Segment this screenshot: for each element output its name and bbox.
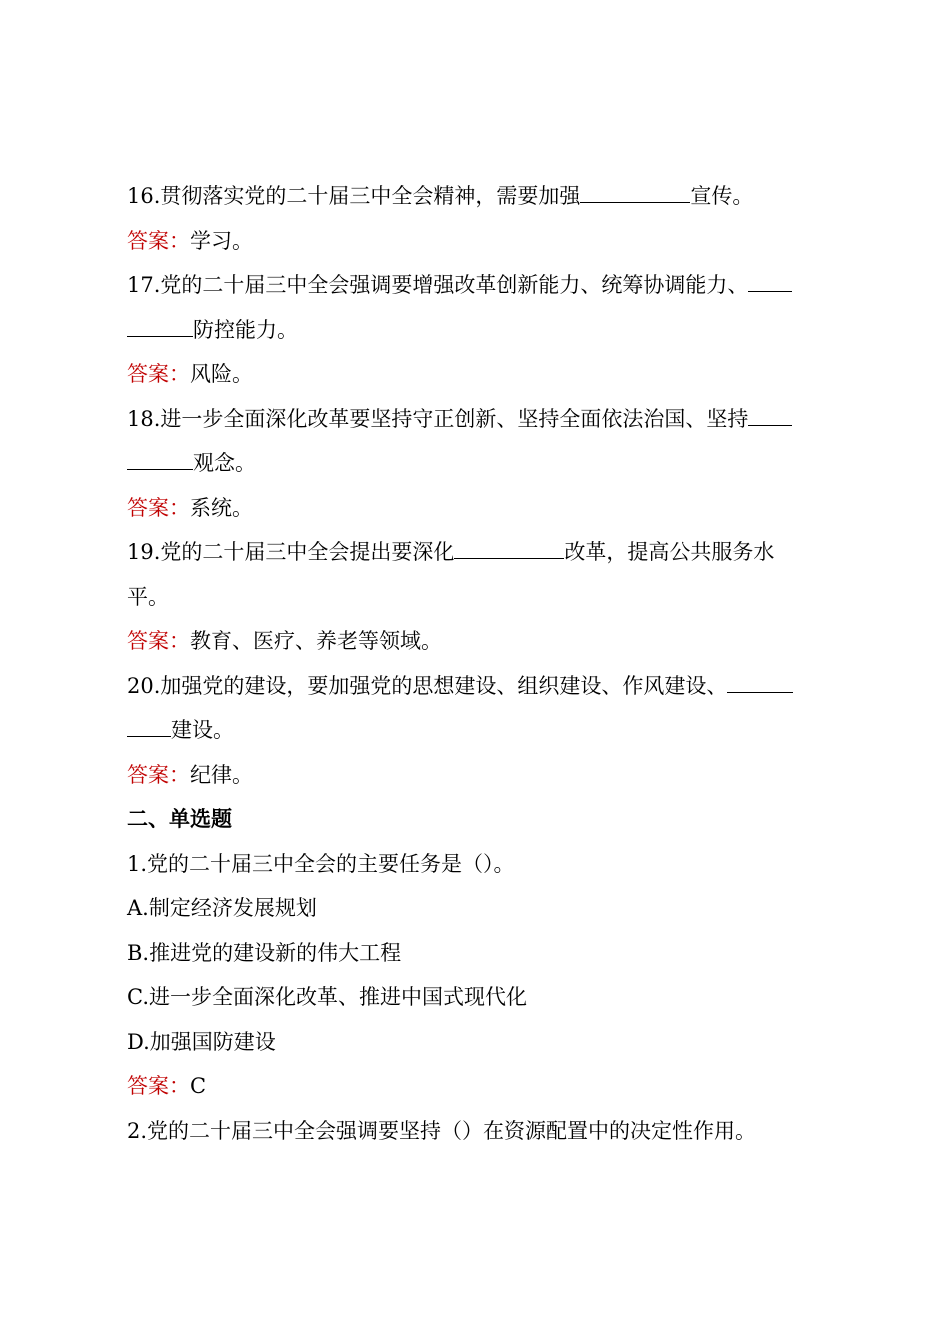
section-heading: 二、单选题 [127, 806, 232, 831]
question-16 [127, 174, 833, 219]
question-17-text: 17.党的二十届三中全会强调要增强改革创新能力、统筹协调能力、 [127, 273, 749, 297]
question-19-text: 19.党的二十届三中全会提出要深化 [127, 540, 455, 564]
answer-18-text: 系统。 [190, 495, 253, 520]
question-16-text: 16.贯彻落实党的二十届三中全会精神，需要加强 [127, 184, 581, 208]
choice-option-b: B.推进党的建设新的伟大工程 [127, 940, 402, 965]
answer-17 [127, 352, 833, 397]
answer-label: 答案： [127, 362, 190, 386]
answer-blank [748, 407, 792, 426]
question-20-suffix: 建设。 [171, 718, 234, 742]
answer-20 [127, 753, 833, 798]
question-17-line-2 [127, 308, 833, 353]
choice-answer-1-text: C [190, 1074, 207, 1098]
choice-question-2: 2.党的二十届三中全会强调要坚持（）在资源配置中的决定性作用。 [127, 1118, 757, 1143]
question-20-line-2 [127, 708, 833, 753]
choice-option-a: A.制定经济发展规划 [127, 896, 317, 920]
answer-blank [454, 540, 564, 559]
question-18-line-1 [127, 397, 833, 442]
choice-question-1: 1.党的二十届三中全会的主要任务是（）。 [127, 851, 515, 876]
answer-18 [127, 486, 833, 531]
document-body [127, 174, 833, 1153]
question-20-text: 20.加强党的建设，要加强党的思想建设、组织建设、作风建设、 [127, 673, 728, 698]
question-17-suffix: 防控能力。 [193, 317, 298, 342]
answer-blank [127, 718, 171, 737]
question-19-line-1 [127, 530, 833, 575]
answer-blank [727, 674, 793, 693]
question-19-suffix: 改革，提高公共服务水 [564, 540, 775, 564]
answer-label: 答案： [127, 495, 190, 520]
question-17-line-1 [127, 263, 833, 308]
answer-label: 答案： [127, 762, 190, 787]
answer-16-text: 学习。 [190, 228, 253, 253]
answer-20-text: 纪律。 [190, 762, 253, 787]
answer-17-text: 风险。 [190, 362, 253, 386]
question-18-line-2 [127, 441, 833, 486]
answer-19-text: 教育、医疗、养老等领域。 [190, 629, 442, 653]
answer-label: 答案： [127, 228, 190, 253]
answer-19 [127, 619, 833, 664]
answer-blank [580, 184, 690, 203]
answer-label: 答案： [127, 629, 190, 653]
question-16-suffix: 宣传。 [690, 184, 754, 208]
answer-blank [127, 318, 193, 337]
choice-option-c: C.进一步全面深化改革、推进中国式现代化 [127, 985, 527, 1009]
answer-blank [748, 273, 792, 292]
question-19-line-2 [127, 575, 833, 620]
question-18-suffix: 观念。 [193, 451, 256, 475]
answer-16 [127, 219, 833, 264]
question-18-text: 18.进一步全面深化改革要坚持守正创新、坚持全面依法治国、坚持 [127, 406, 749, 431]
choice-answer-1 [127, 1064, 833, 1109]
question-20-line-1 [127, 664, 833, 709]
answer-blank [127, 451, 193, 470]
choice-option-d: D.加强国防建设 [127, 1029, 276, 1054]
answer-label: 答案： [127, 1074, 190, 1098]
question-19-text-continued: 平。 [127, 584, 169, 609]
